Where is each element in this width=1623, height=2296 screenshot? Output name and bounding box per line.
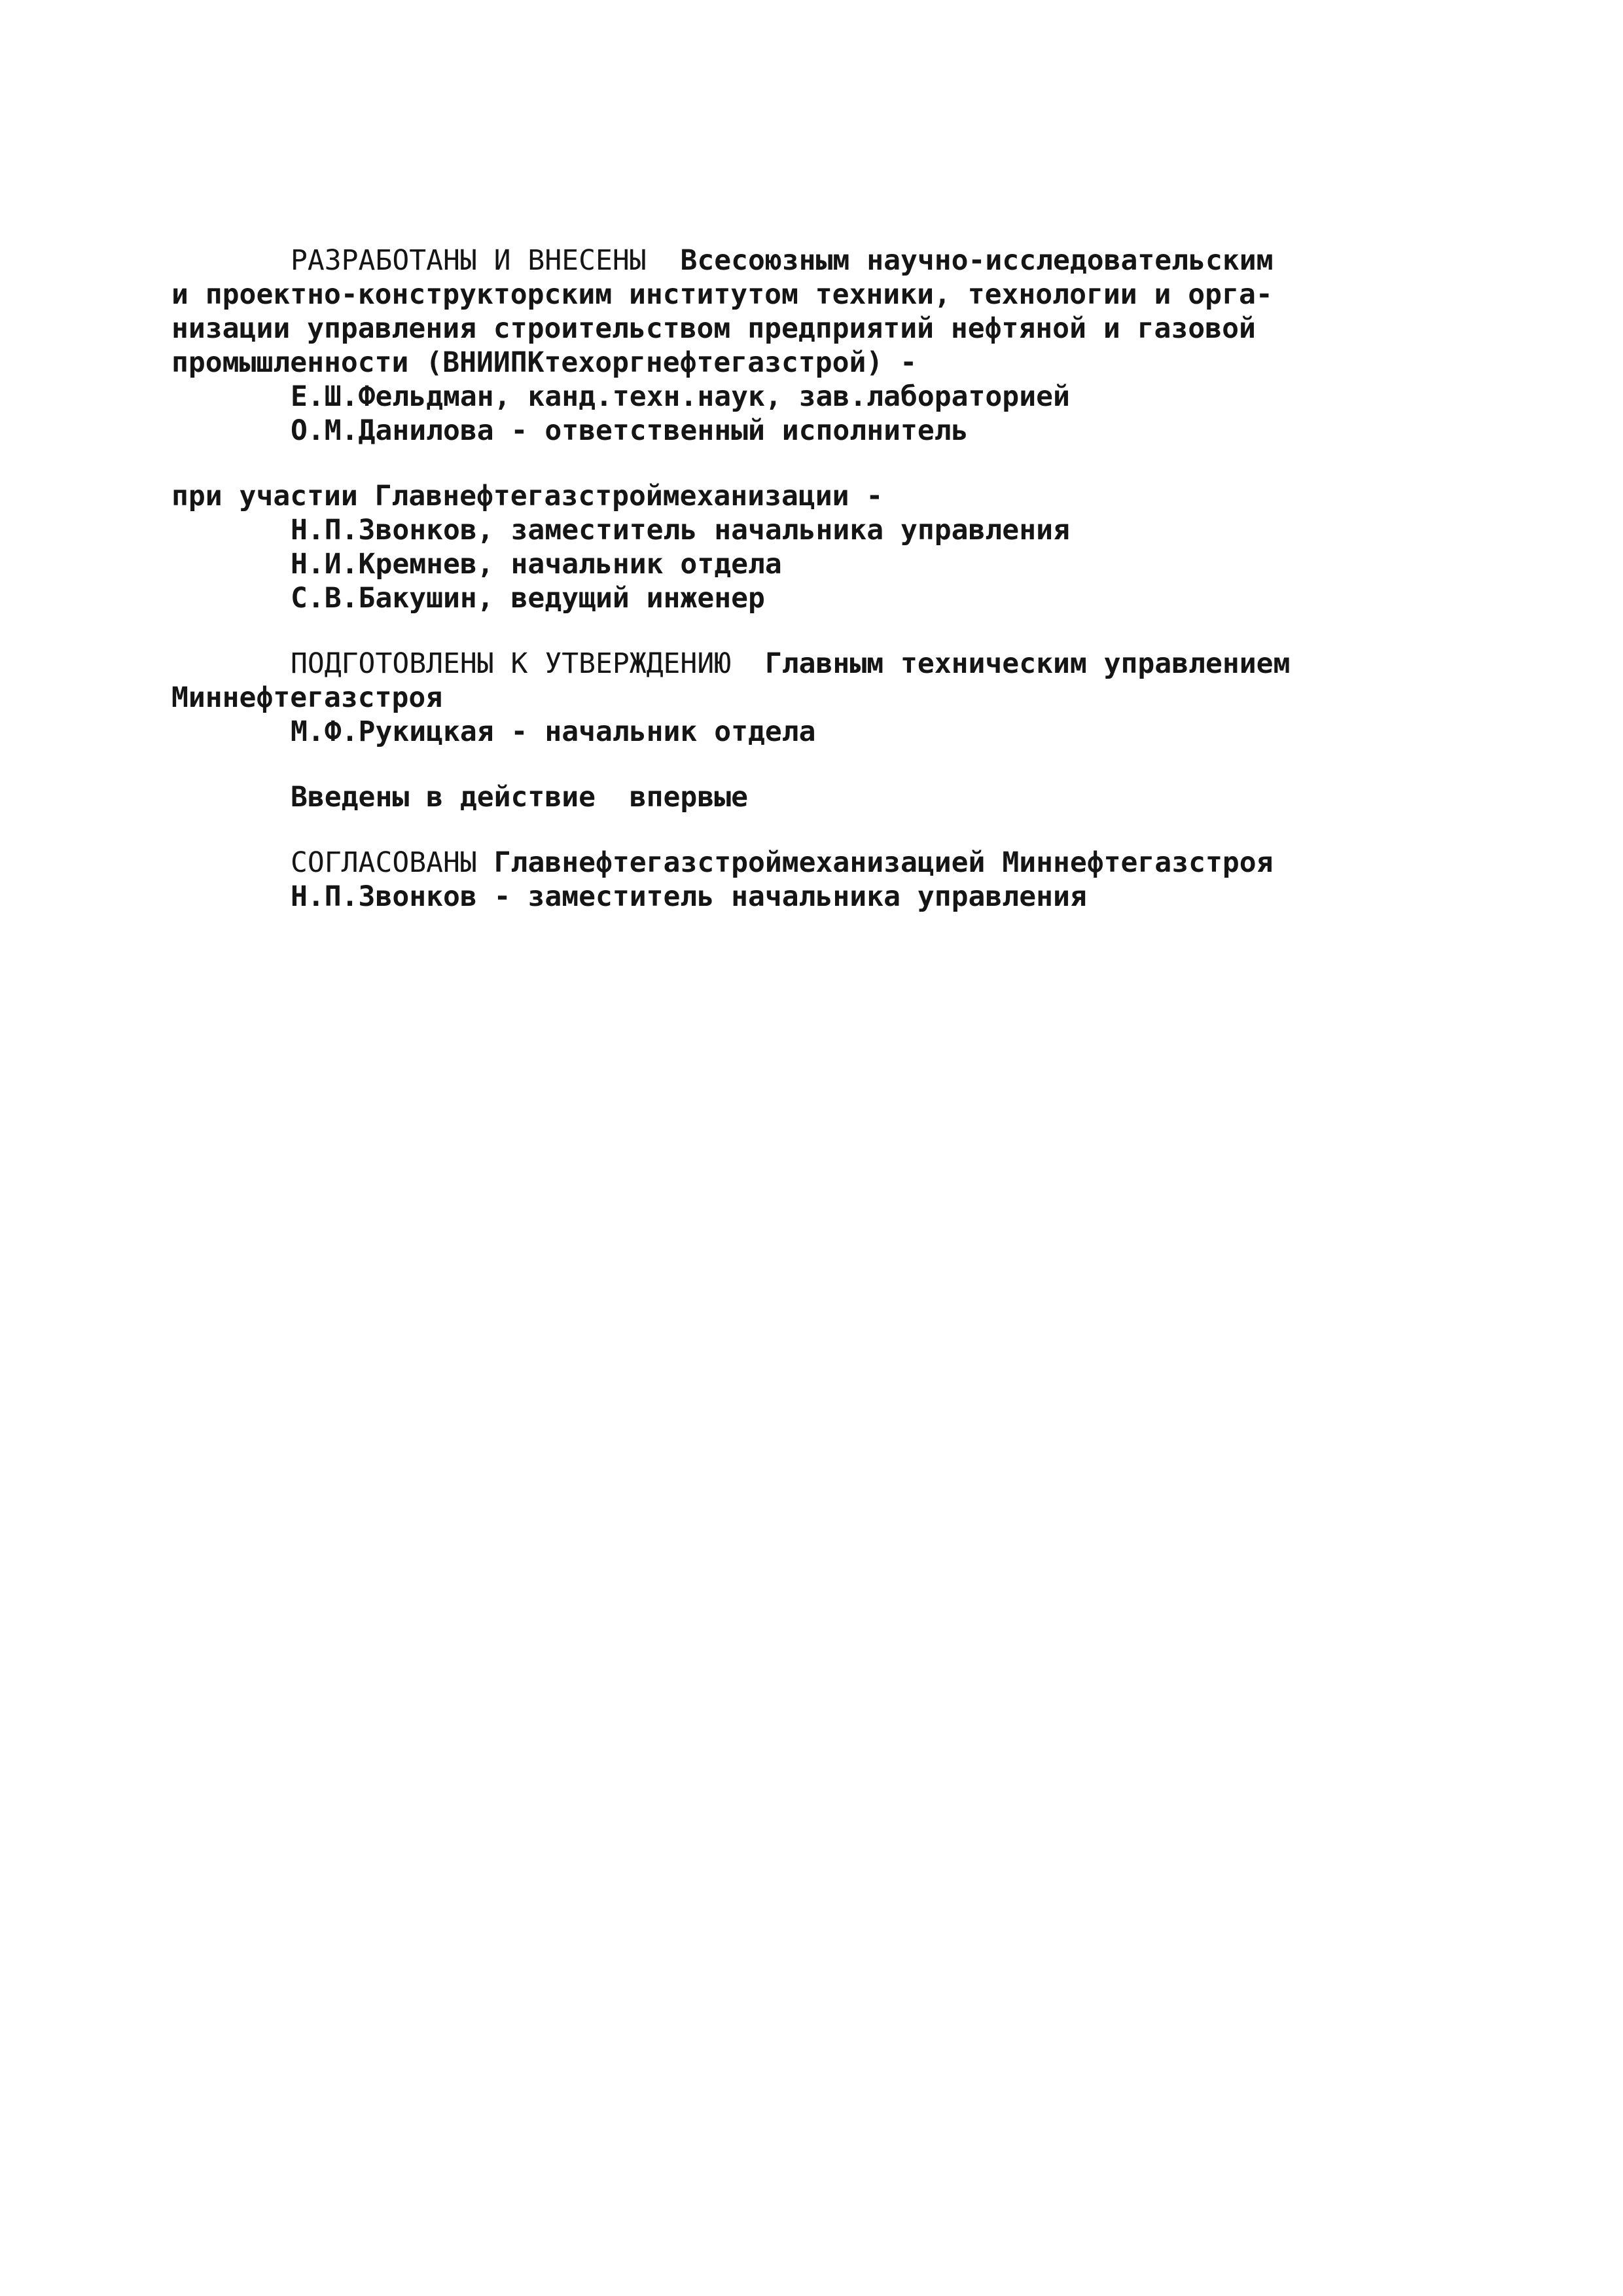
agreed-heading: СОГЛАСОВАНЫ (291, 846, 477, 879)
prepared-heading: ПОДГОТОВЛЕНЫ К УТВЕРЖДЕНИЮ (291, 647, 732, 680)
introduced-line: Введены в действие впервые (291, 781, 748, 814)
credits-text-block (171, 243, 1487, 914)
developed-person-2: О.М.Данилова - ответственный исполнитель (291, 414, 969, 447)
developed-line-3: низации управления строительством предприятий нефтяной и газовой (171, 312, 1256, 345)
agreed-line-1-rest: Главнефтегазстроймеханизацией Миннефтегазстроя (493, 846, 1274, 879)
developed-person-1: Е.Ш.Фельдман, канд.техн.наук, зав.лабораторией (291, 380, 1070, 413)
developed-line-1 (171, 243, 1487, 278)
participation-person-3: С.В.Бакушин, ведущий инженер (291, 582, 765, 615)
prepared-line-1 (171, 647, 1487, 681)
agreed-line-1 (171, 846, 1487, 880)
spacer (171, 814, 1487, 846)
prepared-person-1: М.Ф.Рукицкая - начальник отдела (291, 715, 816, 748)
developed-heading: РАЗРАБОТАНЫ И ВНЕСЕНЫ (291, 244, 647, 277)
agreed-person-1: Н.П.Звонков - заместитель начальника управления (291, 880, 1087, 913)
developed-line-4: промышленности (ВНИИПКтехоргнефтегазстрой) - (171, 346, 918, 379)
developed-line-1-rest: Всесоюзным научно-исследовательским (680, 244, 1274, 277)
prepared-line-1-rest: Главным техническим управлением (764, 647, 1291, 680)
prepared-line-2: Миннефтегазстроя (171, 681, 443, 714)
spacer (171, 615, 1487, 647)
participation-intro: при участии Главнефтегазстроймеханизации - (171, 480, 883, 512)
spacer (171, 749, 1487, 780)
participation-person-1: Н.П.Звонков, заместитель начальника управления (291, 514, 1070, 547)
spacer (171, 448, 1487, 479)
developed-line-2: и проектно-конструкторским институтом техники, технологии и орга- (171, 278, 1273, 311)
participation-person-2: Н.И.Кремнев, начальник отдела (291, 548, 782, 581)
